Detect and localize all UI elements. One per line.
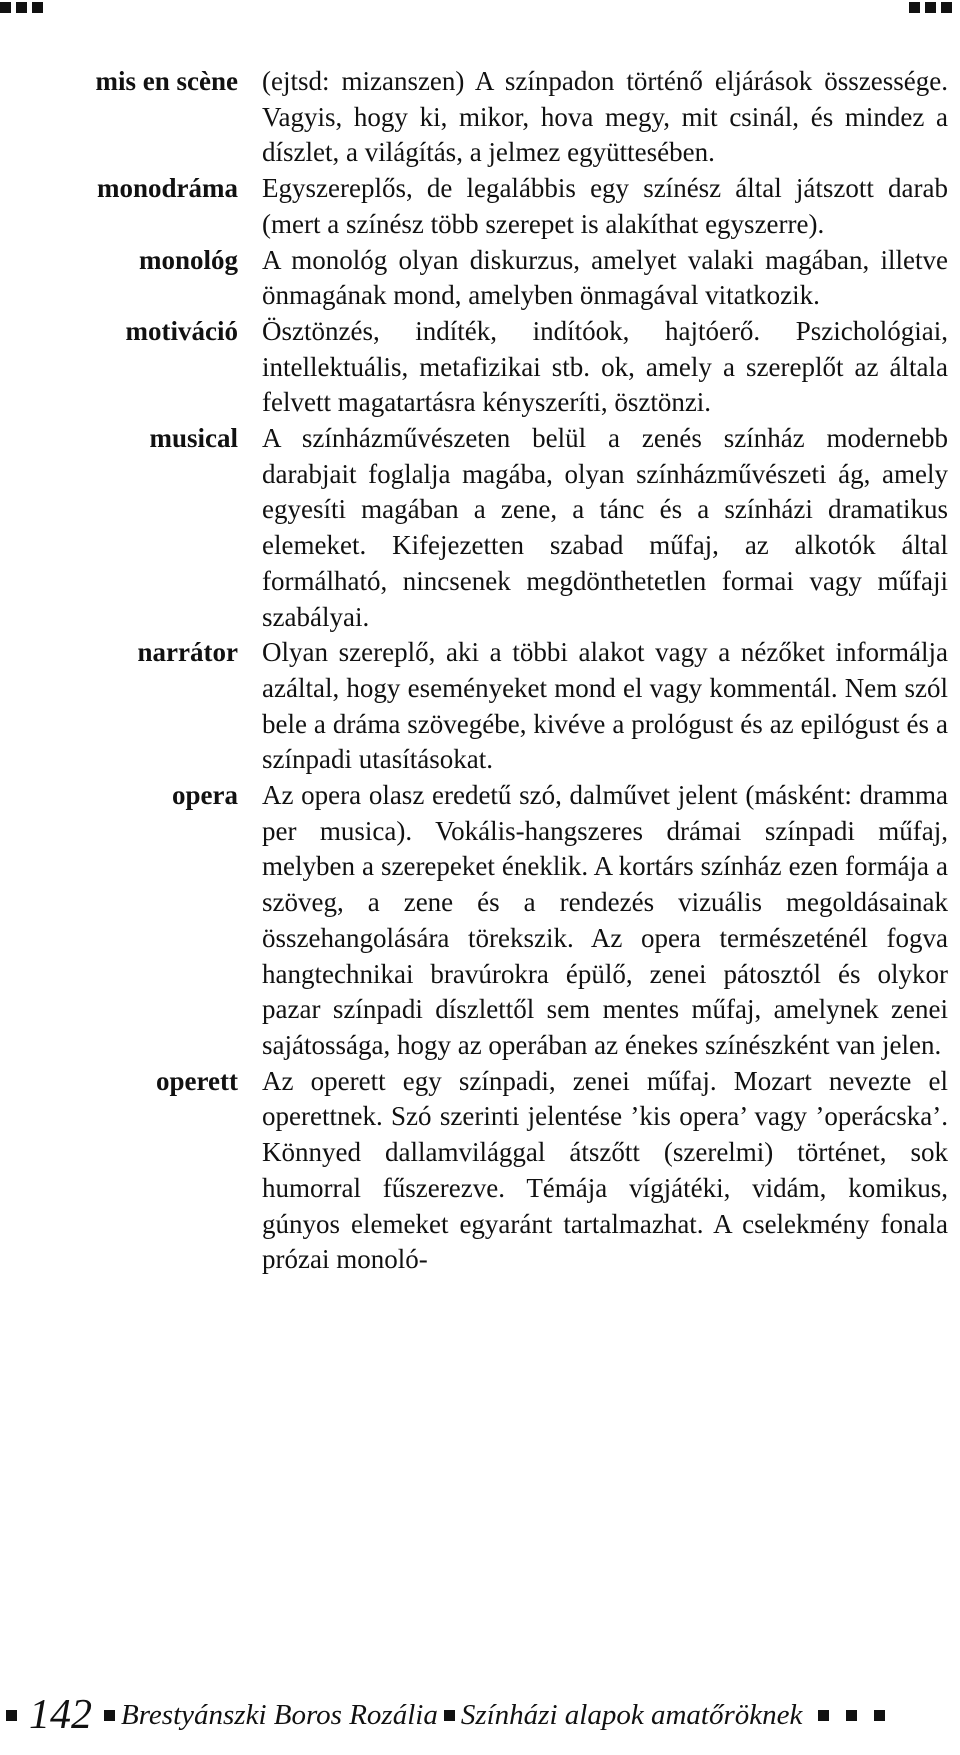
glossary-term: operett bbox=[156, 1065, 238, 1096]
glossary bbox=[0, 64, 960, 1278]
glossary-term: motiváció bbox=[125, 315, 238, 346]
page-number: 142 bbox=[29, 1692, 92, 1738]
glossary-definition: A színházművészeten belül a zenés színház modernebb darabjait foglalja magába, olyan színházművészeti ág, amely egyesíti magában a zene, a tánc és a színházi dramatikus elemeket. Kifejezetten szabad műfaj, az alkotók által formálható, nincsenek megdönthetetlen formai vagy műfaji szabályai. bbox=[262, 423, 948, 632]
glossary-entry bbox=[0, 421, 960, 635]
glossary-entry bbox=[0, 243, 960, 314]
square-bullet-icon bbox=[444, 1710, 455, 1721]
square-bullet-icon bbox=[846, 1710, 857, 1721]
glossary-definition: Egyszereplős, de legalábbis egy színész által játszott darab (mert a színész több szerepet is alakíthat egyszerre). bbox=[262, 173, 948, 239]
glossary-entry bbox=[0, 1064, 960, 1278]
square-bullet-icon bbox=[874, 1710, 885, 1721]
square-bullet-icon bbox=[16, 2, 27, 13]
corner-marks-right bbox=[909, 2, 952, 13]
corner-marks-left bbox=[0, 2, 43, 13]
glossary-entry bbox=[0, 635, 960, 778]
glossary-definition: Az operett egy színpadi, zenei műfaj. Mozart nevezte el operettnek. Szó szerinti jelentése ’kis opera’ vagy ’operácska’. Könnyed dallamvilággal átszőtt (szerelmi) történet, sok humorral fűszerezve. Témája vígjátéki, vidám, komikus, gúnyos elemeket egyaránt tartalmazhat. A cselekmény fonala prózai monoló- bbox=[262, 1065, 948, 1275]
square-bullet-icon bbox=[0, 2, 11, 13]
glossary-definition: (ejtsd: mizanszen) A színpadon történő eljárások összessége. Vagyis, hogy ki, mikor, hova megy, mit csinál, és mindez a díszlet, a világítás, a jelmez együttesében. bbox=[262, 66, 948, 168]
square-bullet-icon bbox=[104, 1710, 115, 1721]
glossary-term: monológ bbox=[138, 244, 238, 275]
glossary-entry bbox=[0, 314, 960, 421]
square-bullet-icon bbox=[941, 2, 952, 13]
footer-end-marks bbox=[812, 1710, 891, 1721]
square-bullet-icon bbox=[6, 1710, 17, 1721]
glossary-definition: Ösztönzés, indíték, indítóok, hajtóerő. Pszichológiai, intellektuális, metafizikai stb. ok, amely a szereplőt az általa felvett magatartásra kényszeríti, ösztönzi. bbox=[262, 315, 948, 418]
square-bullet-icon bbox=[909, 2, 920, 13]
glossary-definition: Az opera olasz eredetű szó, dalművet jelent (másként: dramma per musica). Vokális-hangszeres drámai színpadi műfaj, melyben a szerepeket éneklik. A kortárs színház ezen formája a szöveg, a zene és a rendezés vizuális megoldásainak összehangolására törekszik. Az opera természeténél fogva hangtechnikai bravúrokra épülő, zenei pátosztól és olykor pazar színpadi díszlettől sem mentes műfaj, amelynek zenei sajátossága, hogy az operában az énekes színészként van jelen. bbox=[262, 780, 948, 1060]
glossary-term: narrátor bbox=[137, 637, 238, 668]
footer-author: Brestyánszki Boros Rozália bbox=[121, 1698, 438, 1731]
glossary-entry bbox=[0, 171, 960, 242]
glossary-term: opera bbox=[172, 780, 238, 811]
glossary-definition: Olyan szereplő, aki a többi alakot vagy a nézőket informálja azáltal, hogy eseményeket mond el vagy kommentál. Nem szól bele a dráma szövegébe, kivéve a prológust és az epilógust és a színpadi utasításokat. bbox=[262, 637, 948, 775]
square-bullet-icon bbox=[925, 2, 936, 13]
glossary-entry bbox=[0, 778, 960, 1064]
page-footer bbox=[0, 1694, 960, 1736]
glossary-term: musical bbox=[149, 423, 238, 454]
glossary-term: monodráma bbox=[97, 173, 238, 204]
glossary-definition: A monológ olyan diskurzus, amelyet valaki magában, illetve önmagának mond, amelyben önmagával vitatkozik. bbox=[262, 244, 948, 311]
footer-book-title: Színházi alapok amatőröknek bbox=[460, 1698, 803, 1731]
square-bullet-icon bbox=[32, 2, 43, 13]
glossary-term: mis en scène bbox=[95, 66, 238, 96]
glossary-entry bbox=[0, 64, 960, 171]
square-bullet-icon bbox=[818, 1710, 829, 1721]
